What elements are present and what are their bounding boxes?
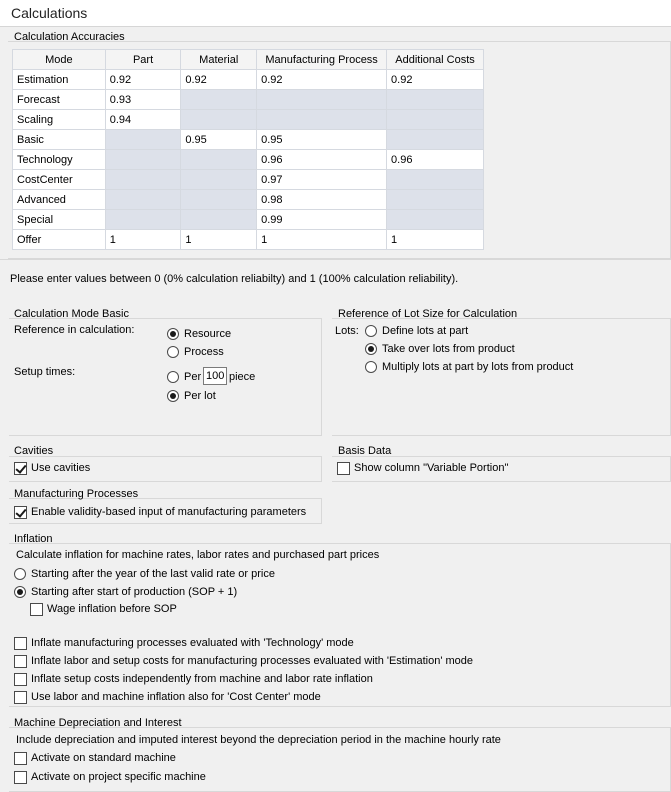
- inflate-setup-label[interactable]: Inflate setup costs independently from machine and labor rate inflation: [31, 673, 373, 685]
- row-header-mode: Forecast: [13, 90, 106, 110]
- after-last-rate-radio[interactable]: [14, 568, 26, 580]
- accuracy-cell-disabled: [105, 170, 181, 190]
- col-header-part: Part: [105, 50, 181, 70]
- accuracy-cell-disabled: [181, 150, 257, 170]
- basis-data-title: Basis Data: [338, 445, 392, 457]
- per-lot-label[interactable]: Per lot: [184, 390, 216, 402]
- row-header-mode: Estimation: [13, 70, 106, 90]
- accuracy-cell-disabled: [181, 210, 257, 230]
- resource-label[interactable]: Resource: [184, 328, 232, 340]
- cost-center-inflation-label[interactable]: Use labor and machine inflation also for 'Cost Center' mode: [31, 691, 321, 703]
- inflation-title: Inflation: [14, 533, 53, 545]
- accuracy-cell-material[interactable]: 0.92: [181, 70, 257, 90]
- table-row: [13, 210, 484, 230]
- accuracy-cell-disabled: [257, 110, 387, 130]
- depreciation-title: Machine Depreciation and Interest: [14, 717, 182, 729]
- use-cavities-checkbox[interactable]: [14, 462, 27, 475]
- lot-size-title: Reference of Lot Size for Calculation: [338, 308, 518, 320]
- accuracies-grid: [12, 49, 484, 250]
- accuracy-cell-disabled: [387, 90, 484, 110]
- define-lots-radio[interactable]: [365, 325, 377, 337]
- accuracy-cell-disabled: [387, 190, 484, 210]
- grid-header-row: [13, 50, 484, 70]
- manufacturing-title: Manufacturing Processes: [14, 488, 139, 500]
- accuracy-cell-disabled: [181, 170, 257, 190]
- accuracy-cell-process[interactable]: 0.98: [257, 190, 387, 210]
- accuracy-cell-disabled: [105, 190, 181, 210]
- accuracy-cell-disabled: [387, 130, 484, 150]
- accuracies-hint: Please enter values between 0 (0% calculation reliabilty) and 1 (100% calculation reliability).: [10, 273, 459, 285]
- inflation-description: Calculate inflation for machine rates, labor rates and purchased part prices: [16, 549, 380, 561]
- per-piece-quantity-input[interactable]: 100: [203, 367, 227, 385]
- accuracy-cell-disabled: [387, 210, 484, 230]
- reference-label: Reference in calculation:: [14, 324, 135, 336]
- col-header-mode: Mode: [13, 50, 106, 70]
- row-header-mode: CostCenter: [13, 170, 106, 190]
- per-lot-radio[interactable]: [167, 390, 179, 402]
- accuracy-cell-disabled: [181, 90, 257, 110]
- cost-center-inflation-checkbox[interactable]: [14, 691, 27, 704]
- accuracy-cell-part[interactable]: 1: [105, 230, 181, 250]
- take-over-lots-radio[interactable]: [365, 343, 377, 355]
- lots-label: Lots:: [335, 325, 359, 337]
- accuracy-cell-process[interactable]: 0.97: [257, 170, 387, 190]
- separator: [0, 259, 671, 260]
- row-header-mode: Offer: [13, 230, 106, 250]
- accuracies-title: Calculation Accuracies: [14, 31, 125, 43]
- accuracy-cell-disabled: [387, 110, 484, 130]
- inflate-technology-label[interactable]: Inflate manufacturing processes evaluated with 'Technology' mode: [31, 637, 354, 649]
- standard-machine-label[interactable]: Activate on standard machine: [31, 752, 176, 764]
- table-row: [13, 90, 484, 110]
- multiply-lots-radio[interactable]: [365, 361, 377, 373]
- validity-input-label[interactable]: Enable validity-based input of manufacturing parameters: [31, 506, 307, 518]
- variable-portion-checkbox[interactable]: [337, 462, 350, 475]
- process-label[interactable]: Process: [184, 346, 224, 358]
- project-machine-checkbox[interactable]: [14, 771, 27, 784]
- content-area: [0, 27, 671, 792]
- resource-radio[interactable]: [167, 328, 179, 340]
- table-row: [13, 150, 484, 170]
- inflate-estimation-label[interactable]: Inflate labor and setup costs for manufacturing processes evaluated with 'Estimation' mode: [31, 655, 473, 667]
- accuracy-cell-process[interactable]: 1: [257, 230, 387, 250]
- standard-machine-checkbox[interactable]: [14, 752, 27, 765]
- table-row: [13, 130, 484, 150]
- accuracy-cell-part[interactable]: 0.93: [105, 90, 181, 110]
- per-prefix-label[interactable]: Per: [184, 371, 202, 383]
- row-header-mode: Special: [13, 210, 106, 230]
- validity-input-checkbox[interactable]: [14, 506, 27, 519]
- accuracy-cell-disabled: [181, 110, 257, 130]
- accuracy-cell-additional[interactable]: 0.96: [387, 150, 484, 170]
- table-row: [13, 170, 484, 190]
- accuracy-cell-material[interactable]: 1: [181, 230, 257, 250]
- col-header-additional: Additional Costs: [387, 50, 484, 70]
- mode-basic-title: Calculation Mode Basic: [14, 308, 129, 320]
- table-row: [13, 70, 484, 90]
- wage-inflation-checkbox[interactable]: [30, 603, 43, 616]
- take-over-lots-label[interactable]: Take over lots from product: [382, 343, 515, 355]
- row-header-mode: Basic: [13, 130, 106, 150]
- per-piece-radio[interactable]: [167, 371, 179, 383]
- setup-times-label: Setup times:: [14, 366, 76, 378]
- project-machine-label[interactable]: Activate on project specific machine: [31, 771, 206, 783]
- accuracy-cell-disabled: [387, 170, 484, 190]
- col-header-material: Material: [181, 50, 257, 70]
- wage-inflation-label[interactable]: Wage inflation before SOP: [47, 603, 177, 615]
- row-header-mode: Advanced: [13, 190, 106, 210]
- row-header-mode: Scaling: [13, 110, 106, 130]
- piece-suffix-label: piece: [229, 371, 256, 383]
- accuracy-cell-disabled: [105, 210, 181, 230]
- depreciation-description: Include depreciation and imputed interest beyond the depreciation period in the machine hourly rate: [16, 734, 501, 746]
- window-title: Calculations: [11, 5, 88, 21]
- accuracy-cell-process[interactable]: 0.95: [257, 130, 387, 150]
- accuracy-cell-disabled: [257, 90, 387, 110]
- table-row: [13, 110, 484, 130]
- accuracy-cell-additional[interactable]: 1: [387, 230, 484, 250]
- accuracy-cell-process[interactable]: 0.96: [257, 150, 387, 170]
- inflate-estimation-checkbox[interactable]: [14, 655, 27, 668]
- table-row: [13, 190, 484, 210]
- accuracy-cell-process[interactable]: 0.99: [257, 210, 387, 230]
- col-header-process: Manufacturing Process: [257, 50, 387, 70]
- after-sop-radio[interactable]: [14, 586, 26, 598]
- accuracy-cell-additional[interactable]: 0.92: [387, 70, 484, 90]
- multiply-lots-label[interactable]: Multiply lots at part by lots from product: [382, 361, 574, 373]
- accuracy-cell-process[interactable]: 0.92: [257, 70, 387, 90]
- accuracy-cell-disabled: [105, 150, 181, 170]
- define-lots-label[interactable]: Define lots at part: [382, 325, 469, 337]
- title-bar: [0, 0, 671, 27]
- row-header-mode: Technology: [13, 150, 106, 170]
- accuracy-cell-disabled: [181, 190, 257, 210]
- accuracy-cell-part[interactable]: 0.94: [105, 110, 181, 130]
- accuracy-cell-disabled: [105, 130, 181, 150]
- after-last-rate-label[interactable]: Starting after the year of the last valid rate or price: [31, 568, 275, 580]
- accuracy-cell-material[interactable]: 0.95: [181, 130, 257, 150]
- after-sop-label[interactable]: Starting after start of production (SOP + 1): [31, 586, 238, 598]
- inflate-technology-checkbox[interactable]: [14, 637, 27, 650]
- cavities-title: Cavities: [14, 445, 54, 457]
- use-cavities-label[interactable]: Use cavities: [31, 462, 91, 474]
- table-row: [13, 230, 484, 250]
- process-radio[interactable]: [167, 346, 179, 358]
- accuracy-cell-part[interactable]: 0.92: [105, 70, 181, 90]
- inflate-setup-checkbox[interactable]: [14, 673, 27, 686]
- variable-portion-label[interactable]: Show column "Variable Portion": [354, 462, 509, 474]
